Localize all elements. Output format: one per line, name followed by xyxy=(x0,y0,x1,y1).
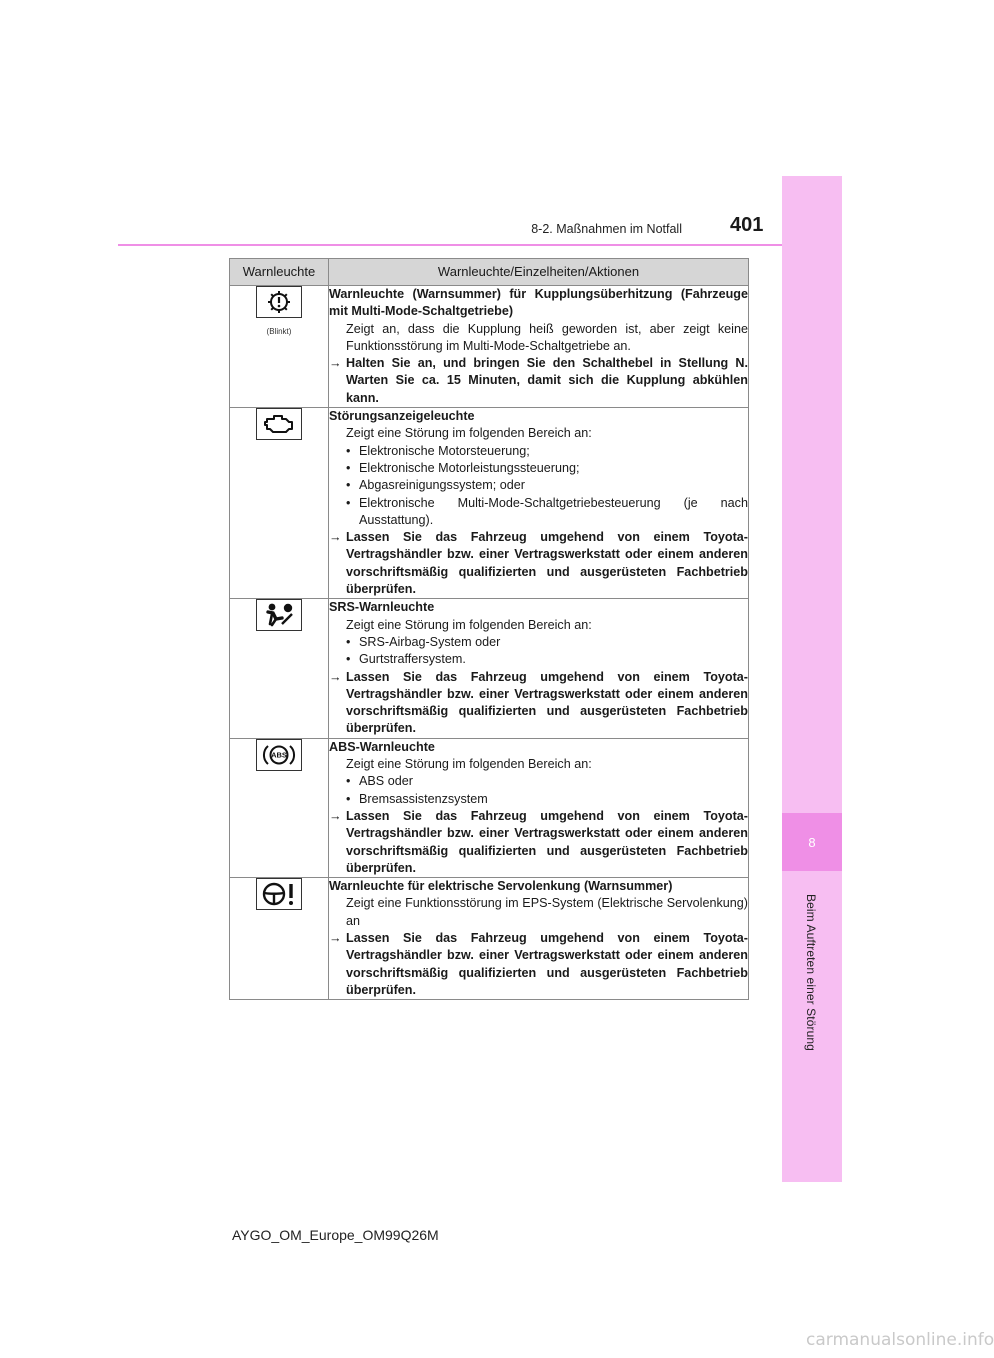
list-item xyxy=(329,791,748,808)
gear-exclamation-icon xyxy=(256,286,302,318)
arrow-icon: → xyxy=(329,808,342,823)
table-row xyxy=(230,286,749,408)
chapter-number: 8 xyxy=(782,813,842,871)
bullet-glyph: • xyxy=(346,774,351,789)
bullet-glyph: • xyxy=(346,443,351,458)
bullet-glyph: • xyxy=(346,460,351,475)
table-row xyxy=(230,408,749,599)
list-item-text: Gurtstraffersystem. xyxy=(359,652,466,667)
details-cell xyxy=(329,738,749,877)
list-item xyxy=(329,651,748,668)
column-header-warnleuchte: Warnleuchte xyxy=(230,259,329,286)
action-text: Lassen Sie das Fahrzeug umgehend von einem Toyota-Vertragshändler bzw. einer Vertragswerkstatt oder einem anderen vorschriftsmäßig qualifizierten und ausgerüsteten Fachbetrieb überprüfen. xyxy=(346,530,748,597)
details-cell xyxy=(329,408,749,599)
icon-cell xyxy=(230,599,329,738)
row-description: Zeigt eine Störung im folgenden Bereich an: xyxy=(346,757,592,772)
airbag-icon xyxy=(256,599,302,631)
list-item-text: Elektronische Motorleistungssteuerung; xyxy=(359,460,580,475)
table-row xyxy=(230,878,749,1000)
list-item xyxy=(329,443,748,460)
details-cell xyxy=(329,878,749,1000)
arrow-icon: → xyxy=(329,930,342,945)
table-row xyxy=(230,738,749,877)
table-row xyxy=(230,599,749,738)
row-description: Zeigt eine Störung im folgenden Bereich an: xyxy=(346,617,592,632)
list-item-text: Abgasreinigungssystem; oder xyxy=(359,478,525,493)
icon-note: (Blinkt) xyxy=(266,327,292,337)
details-cell xyxy=(329,599,749,738)
row-action xyxy=(329,930,748,999)
chapter-side-tab xyxy=(782,176,842,1182)
bullet-glyph: • xyxy=(346,791,351,806)
row-action xyxy=(329,808,748,877)
row-title: Störungsanzeigeleuchte xyxy=(329,409,475,424)
row-description: Zeigt eine Funktionsstörung im EPS-System (Elektrische Servolenkung) an xyxy=(346,896,748,928)
bullet-glyph: • xyxy=(346,495,351,510)
row-description: Zeigt an, dass die Kupplung heiß geworden ist, aber zeigt keine Funktionsstörung im Multi-Mode-Schaltgetriebe an. xyxy=(346,321,748,353)
engine-icon xyxy=(256,408,302,440)
arrow-icon: → xyxy=(329,530,342,545)
page-number: 401 xyxy=(730,214,764,236)
icon-cell xyxy=(230,738,329,877)
list-item-text: Elektronische Multi-Mode-Schaltgetriebesteuerung (je nach Ausstattung). xyxy=(359,495,748,527)
steering-exclamation-icon xyxy=(256,878,302,910)
icon-cell xyxy=(230,878,329,1000)
details-cell xyxy=(329,286,749,408)
footer-document-id: AYGO_OM_Europe_OM99Q26M xyxy=(232,1227,439,1243)
row-description: Zeigt eine Störung im folgenden Bereich an: xyxy=(346,426,592,441)
row-title: Warnleuchte (Warnsummer) für Kupplungsüberhitzung (Fahrzeuge mit Multi-Mode-Schaltgetriebe) xyxy=(329,287,748,319)
row-action xyxy=(329,355,748,407)
column-header-details: Warnleuchte/Einzelheiten/Aktionen xyxy=(329,259,749,286)
row-title: Warnleuchte für elektrische Servolenkung (Warnsummer) xyxy=(329,879,673,894)
bullet-glyph: • xyxy=(346,634,351,649)
row-action xyxy=(329,669,748,738)
list-item xyxy=(329,477,748,494)
watermark: carmanualsonline.info xyxy=(806,1330,994,1350)
icon-cell xyxy=(230,408,329,599)
action-text: Halten Sie an, und bringen Sie den Schalthebel in Stellung N. Warten Sie ca. 15 Minuten, damit sich die Kupplung abkühlen kann. xyxy=(346,356,748,405)
list-item xyxy=(329,634,748,651)
action-text: Lassen Sie das Fahrzeug umgehend von einem Toyota-Vertragshändler bzw. einer Vertragswerkstatt oder einem anderen vorschriftsmäßig qualifizierten und ausgerüsteten Fachbetrieb überprüfen. xyxy=(346,930,748,997)
arrow-icon: → xyxy=(329,356,342,371)
bullet-glyph: • xyxy=(346,478,351,493)
bullet-glyph: • xyxy=(346,652,351,667)
list-item xyxy=(329,460,748,477)
list-item-text: Elektronische Motorsteuerung; xyxy=(359,443,530,458)
row-title: SRS-Warnleuchte xyxy=(329,600,435,615)
list-item xyxy=(329,495,748,530)
list-item-text: ABS oder xyxy=(359,774,413,789)
list-item-text: Bremsassistenzsystem xyxy=(359,791,488,806)
row-action xyxy=(329,529,748,598)
list-item-text: SRS-Airbag-System oder xyxy=(359,634,501,649)
chapter-title: Beim Auftreten einer Störung xyxy=(804,894,818,1051)
arrow-icon: → xyxy=(329,669,342,684)
section-title: 8-2. Maßnahmen im Notfall xyxy=(531,222,682,236)
list-item xyxy=(329,773,748,790)
table-header-row xyxy=(230,259,749,286)
action-text: Lassen Sie das Fahrzeug umgehend von einem Toyota-Vertragshändler bzw. einer Vertragswerkstatt oder einem anderen vorschriftsmäßig qualifizierten und ausgerüsteten Fachbetrieb überprüfen. xyxy=(346,669,748,736)
row-title: ABS-Warnleuchte xyxy=(329,739,435,754)
header-divider xyxy=(118,244,782,246)
abs-icon xyxy=(256,739,302,771)
icon-cell xyxy=(230,286,329,408)
svg-text:ABS: ABS xyxy=(271,750,287,760)
warning-light-table xyxy=(229,258,749,1000)
action-text: Lassen Sie das Fahrzeug umgehend von einem Toyota-Vertragshändler bzw. einer Vertragswerkstatt oder einem anderen vorschriftsmäßig qualifizierten und ausgerüsteten Fachbetrieb überprüfen. xyxy=(346,808,748,875)
